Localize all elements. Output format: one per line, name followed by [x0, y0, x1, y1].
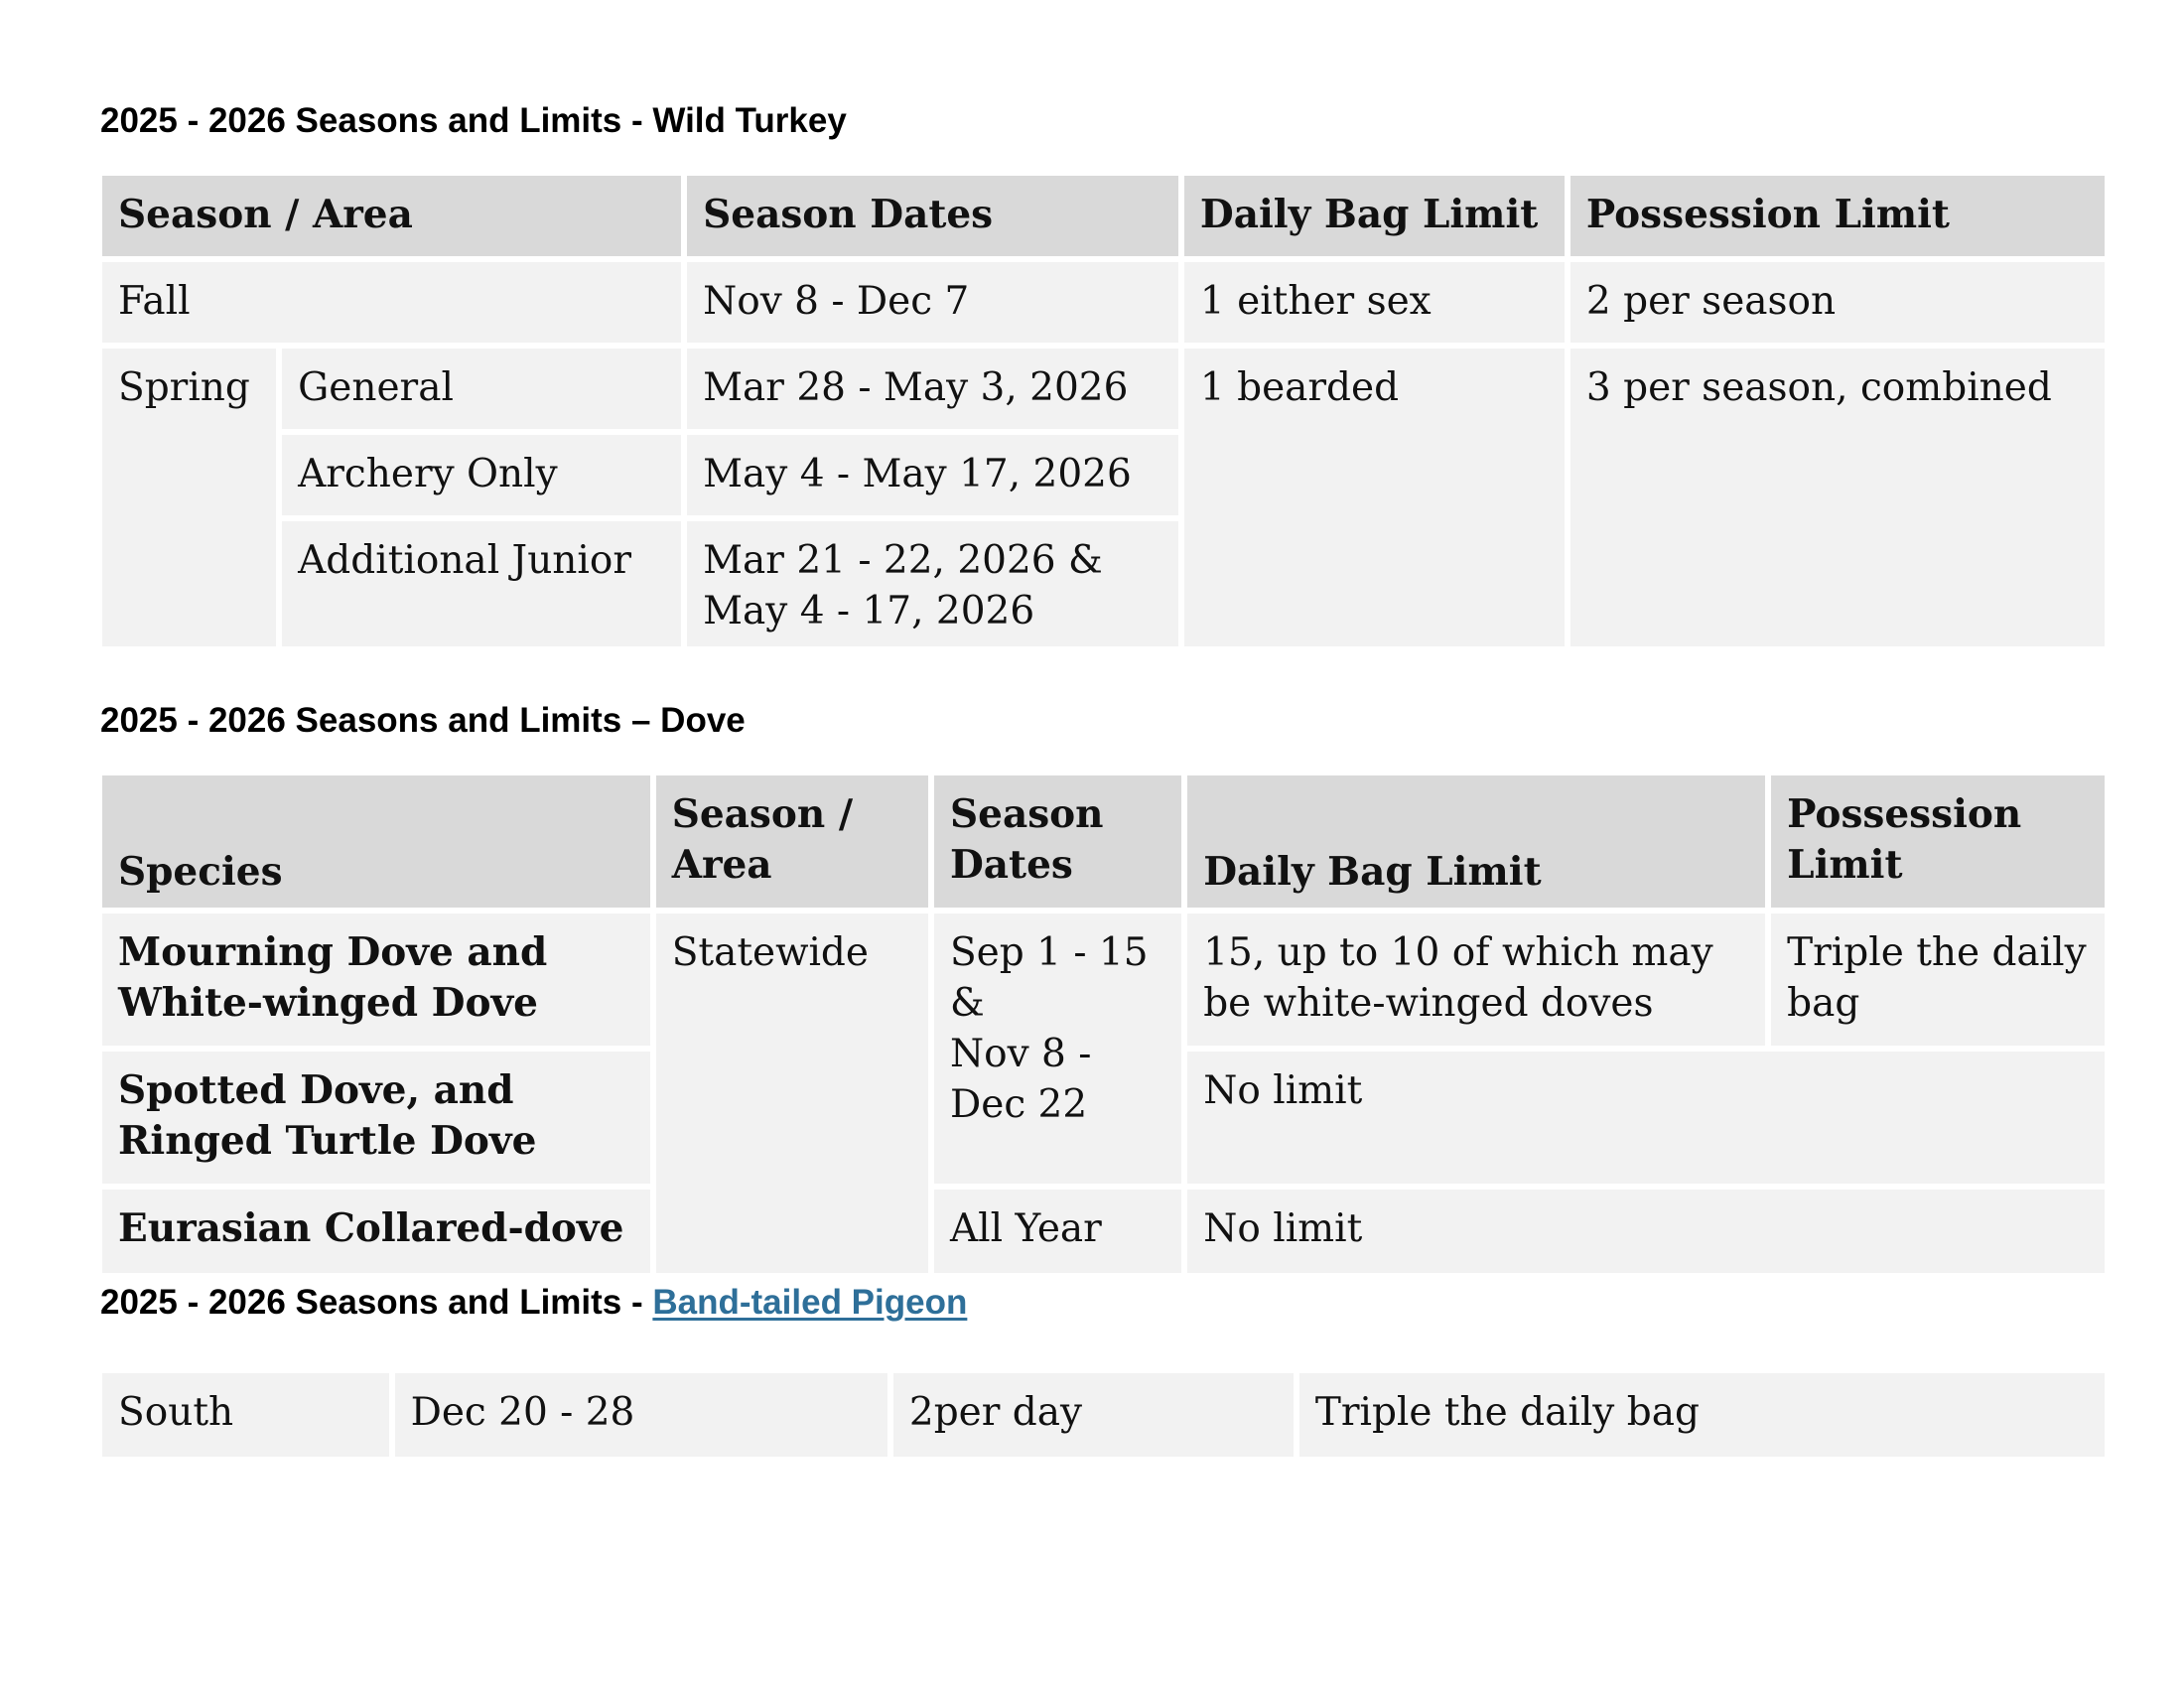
dove-shared-dates-line3: Nov 8 -	[949, 1032, 1092, 1076]
turkey-spring-junior-dates-line1: Mar 21 - 22, 2026 &	[703, 538, 1103, 583]
turkey-spring-junior-dates	[687, 521, 1178, 646]
dove-header-season-dates-line2: Dates	[949, 842, 1073, 888]
turkey-spring-junior-dates-line2: May 4 - 17, 2026	[703, 589, 1035, 633]
pigeon-table	[96, 1367, 2111, 1463]
dove-header-season-area-line2: Area	[671, 842, 772, 888]
pigeon-area: South	[102, 1373, 389, 1457]
dove-header-season-area	[656, 775, 928, 908]
dove-header-season-area-line1: Season /	[671, 791, 854, 837]
turkey-spring-junior-sub: Additional Junior	[282, 521, 681, 646]
dove-daily-bag-eurasian: No limit	[1187, 1190, 2105, 1273]
pigeon-daily-bag: 2per day	[893, 1373, 1294, 1457]
turkey-fall-area: Fall	[102, 262, 681, 343]
dove-section-title: 2025 - 2026 Seasons and Limits – Dove	[100, 701, 746, 740]
turkey-spring-possession: 3 per season, combined	[1570, 349, 2105, 646]
dove-row-eurasian	[102, 1190, 2105, 1273]
turkey-spring-archery-dates: May 4 - May 17, 2026	[687, 435, 1178, 515]
dove-header-season-dates-line1: Season	[949, 791, 1104, 837]
pigeon-title-link[interactable]: Band-tailed Pigeon	[652, 1283, 968, 1322]
turkey-row-spring-general	[102, 349, 2105, 429]
pigeon-title-prefix: 2025 - 2026 Seasons and Limits -	[100, 1283, 653, 1322]
pigeon-section-title	[100, 1281, 967, 1325]
turkey-header-row	[102, 176, 2105, 256]
turkey-fall-daily-bag: 1 either sex	[1184, 262, 1565, 343]
dove-header-season-dates	[934, 775, 1181, 908]
dove-daily-bag-mourning-line1: 15, up to 10 of which may	[1203, 930, 1713, 975]
turkey-section-title: 2025 - 2026 Seasons and Limits - Wild Turkey	[100, 101, 847, 140]
turkey-spring-general-dates: Mar 28 - May 3, 2026	[687, 349, 1178, 429]
turkey-fall-possession: 2 per season	[1570, 262, 2105, 343]
turkey-header-season-dates: Season Dates	[687, 176, 1178, 256]
dove-shared-dates	[934, 914, 1181, 1184]
pigeon-dates: Dec 20 - 28	[395, 1373, 887, 1457]
dove-header-possession-line2: Limit	[1787, 842, 1903, 888]
dove-daily-bag-spotted: No limit	[1187, 1052, 2105, 1184]
dove-possession-mourning	[1771, 914, 2105, 1046]
dove-species-mourning-line2: White-winged Dove	[118, 980, 538, 1026]
turkey-spring-daily-bag: 1 bearded	[1184, 349, 1565, 646]
dove-shared-dates-line1: Sep 1 - 15	[949, 930, 1149, 975]
dove-area-statewide: Statewide	[656, 914, 928, 1273]
dove-table	[96, 770, 2111, 1279]
dove-row-mourning	[102, 914, 2105, 1046]
dove-species-mourning	[102, 914, 650, 1046]
turkey-header-possession: Possession Limit	[1570, 176, 2105, 256]
turkey-table	[96, 170, 2111, 652]
dove-possession-mourning-line1: Triple the daily	[1787, 930, 2087, 975]
dove-dates-eurasian: All Year	[934, 1190, 1181, 1273]
dove-shared-dates-line4: Dec 22	[949, 1082, 1088, 1127]
turkey-spring-archery-sub: Archery Only	[282, 435, 681, 515]
dove-species-mourning-line1: Mourning Dove and	[118, 929, 548, 975]
turkey-row-fall	[102, 262, 2105, 343]
dove-species-spotted-line2: Ringed Turtle Dove	[118, 1118, 537, 1164]
turkey-spring-general-sub: General	[282, 349, 681, 429]
turkey-header-daily-bag: Daily Bag Limit	[1184, 176, 1565, 256]
dove-header-species: Species	[102, 775, 650, 908]
dove-daily-bag-mourning	[1187, 914, 1765, 1046]
turkey-fall-dates: Nov 8 - Dec 7	[687, 262, 1178, 343]
dove-shared-dates-line2: &	[949, 981, 985, 1026]
dove-header-possession-line1: Possession	[1787, 791, 2022, 837]
dove-header-possession	[1771, 775, 2105, 908]
dove-daily-bag-mourning-line2: be white-winged doves	[1203, 981, 1654, 1026]
dove-header-row	[102, 775, 2105, 908]
turkey-header-season-area: Season / Area	[102, 176, 681, 256]
pigeon-possession: Triple the daily bag	[1299, 1373, 2105, 1457]
dove-header-daily-bag: Daily Bag Limit	[1187, 775, 1765, 908]
dove-possession-mourning-line2: bag	[1787, 981, 1860, 1026]
dove-species-eurasian: Eurasian Collared-dove	[102, 1190, 650, 1273]
dove-species-spotted-line1: Spotted Dove, and	[118, 1067, 514, 1113]
dove-species-spotted	[102, 1052, 650, 1184]
turkey-spring-area: Spring	[102, 349, 276, 646]
pigeon-row-south	[102, 1373, 2105, 1457]
